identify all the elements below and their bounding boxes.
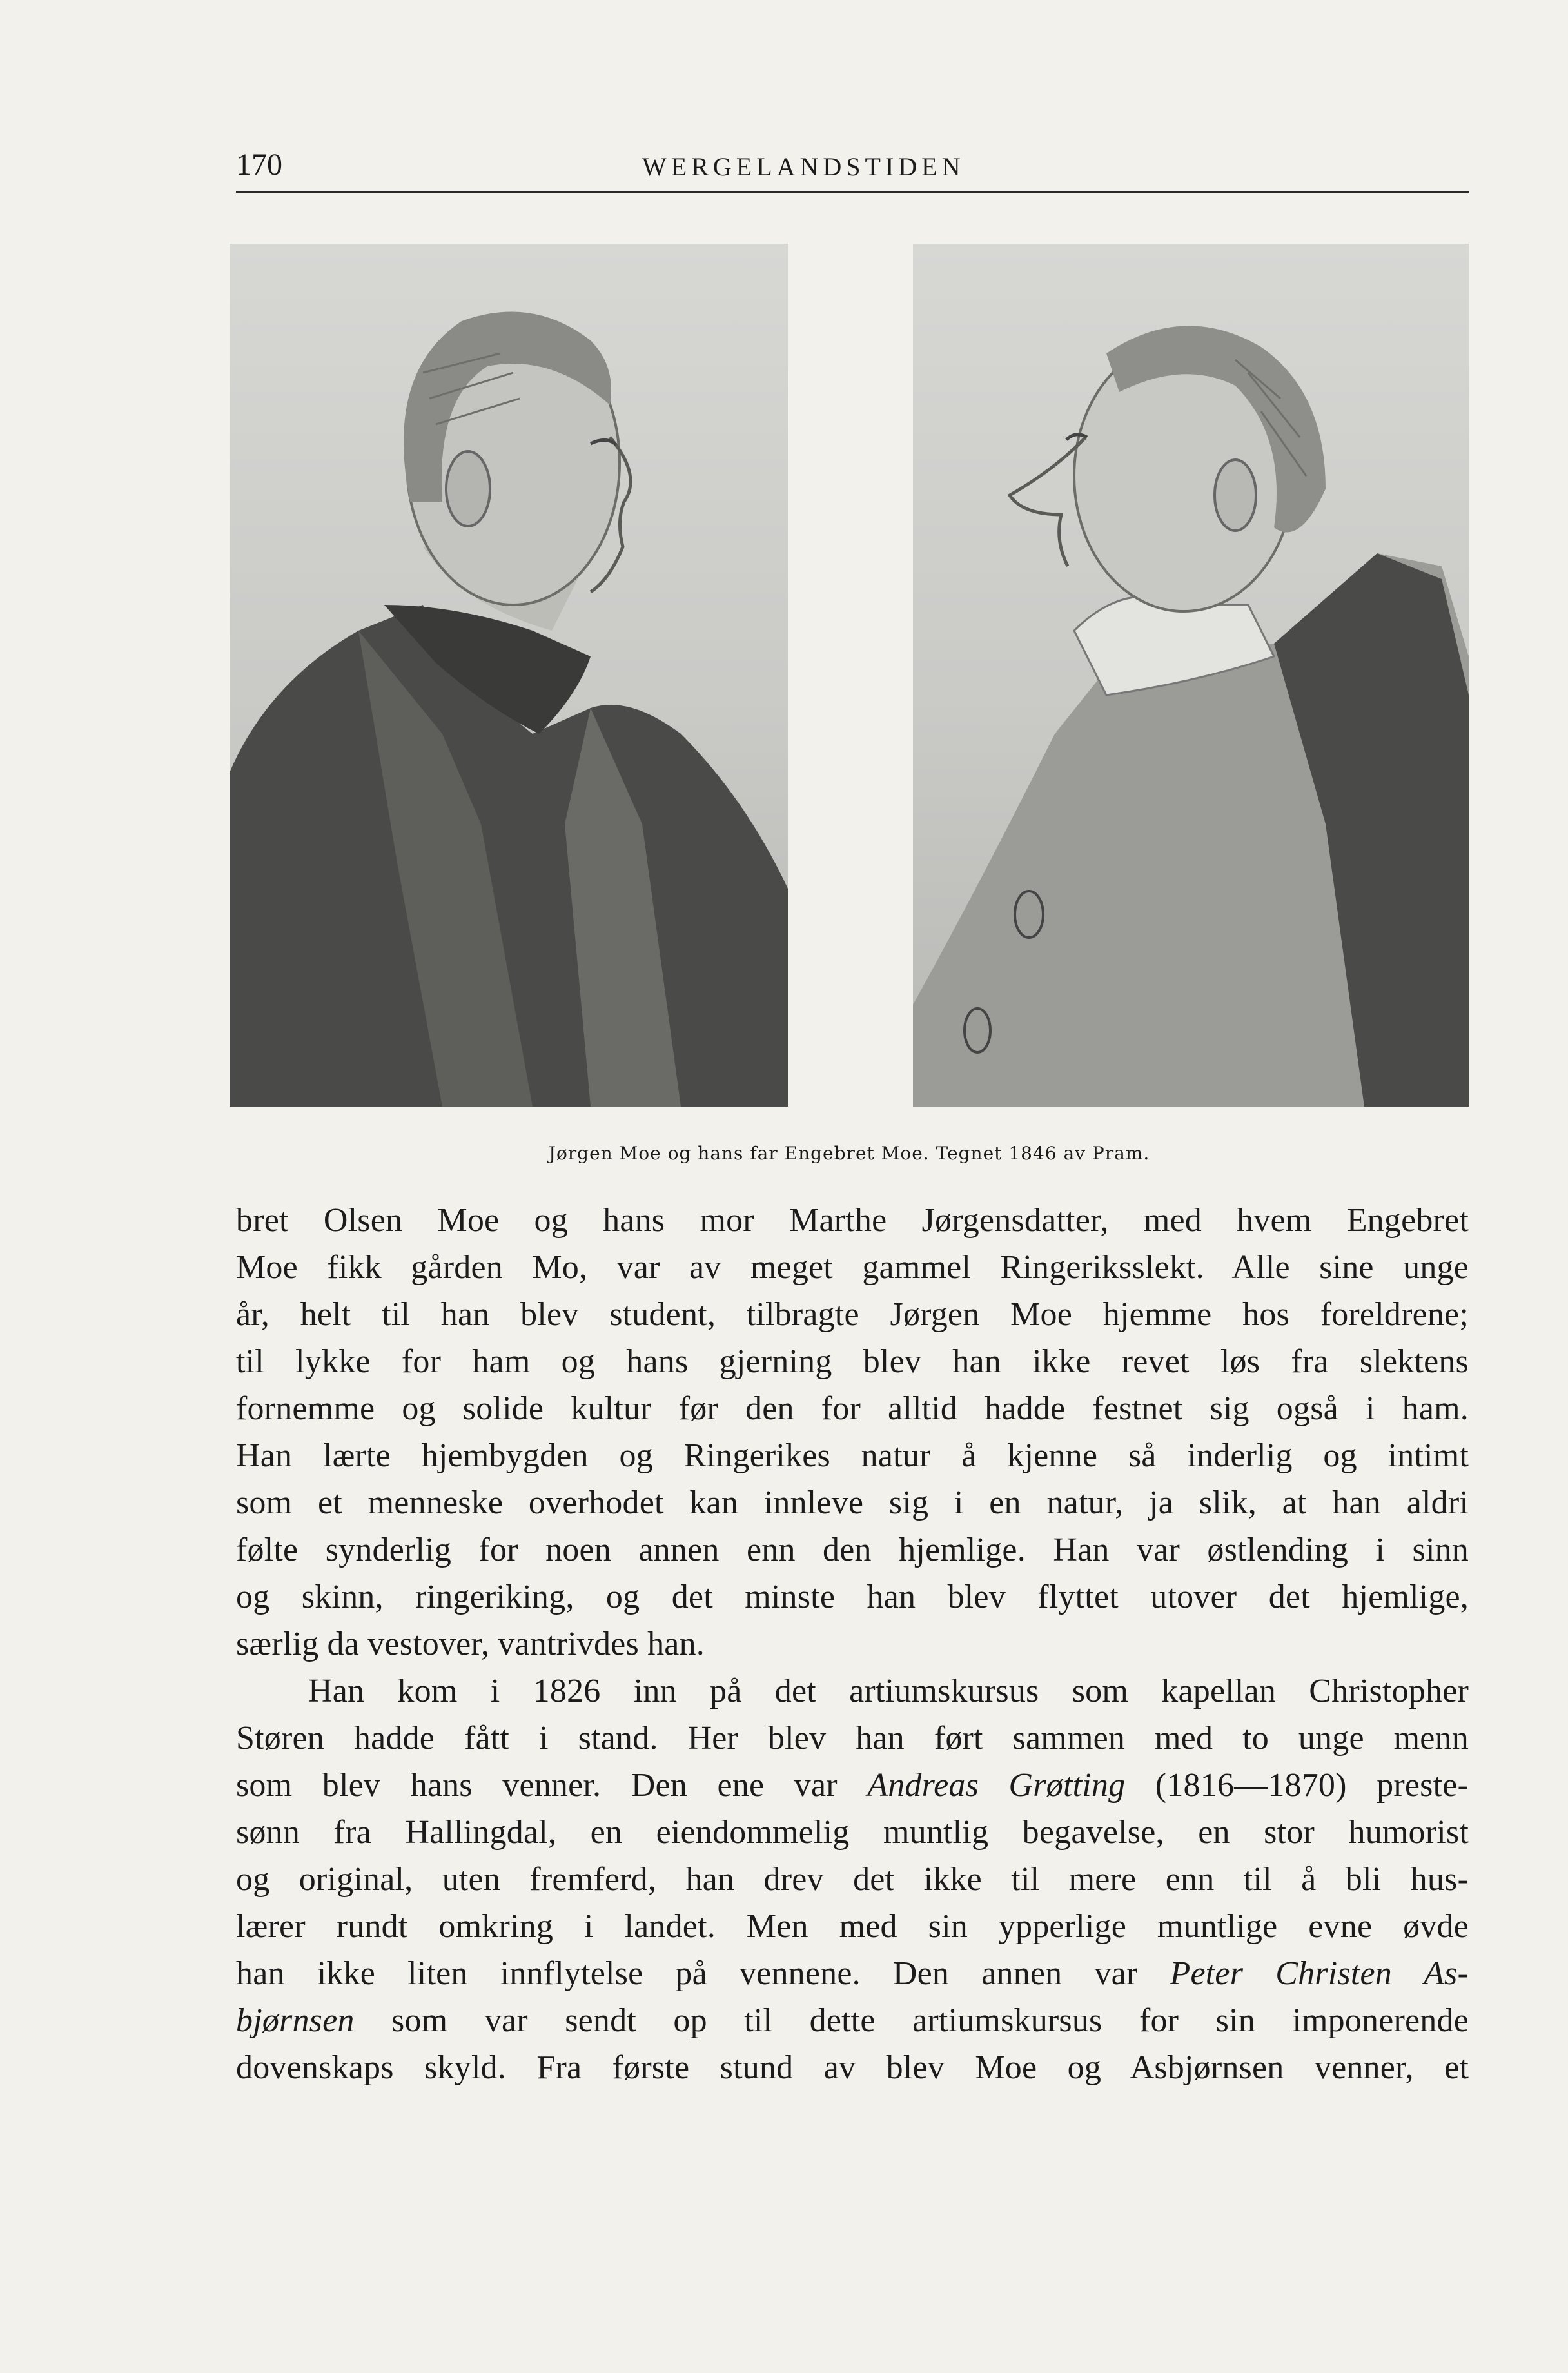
text-line: til lykke for ham og hans gjerning blev han ikke revet løs fra slektens (236, 1343, 1469, 1380)
text-run: han ikke liten innflytelse på vennene. Den annen var (236, 1955, 1170, 1992)
portrait-jorgen-moe (230, 244, 788, 1107)
page-header (236, 146, 1469, 193)
text-line: lærer rundt omkring i landet. Men med sin ypperlige muntlige evne øvde (236, 1908, 1469, 1945)
text-run: som blev hans venner. Den ene var (236, 1767, 868, 1804)
text-line (236, 1950, 1469, 1997)
running-head: WERGELANDSTIDEN (642, 152, 965, 181)
portrait-drawing-right (913, 244, 1469, 1107)
text-line: sønn fra Hallingdal, en eiendommelig muntlig begavelse, en stor humorist (236, 1814, 1469, 1851)
text-line (236, 1997, 1469, 2044)
text-line: Han kom i 1826 inn på det artiumskursus som kapellan Christopher (308, 1673, 1469, 1709)
portrait-drawing-left (230, 244, 788, 1107)
text-run: (1816—1870) preste- (1125, 1767, 1469, 1804)
text-run: som var sendt op til dette artiumskursus for sin imponerende (354, 2002, 1469, 2039)
portrait-engebret-moe (913, 244, 1469, 1107)
figure-caption: Jørgen Moe og hans far Engebret Moe. Tegnet 1846 av Pram. (548, 1143, 1150, 1164)
person-name: bjørnsen (236, 2002, 355, 2039)
text-line: og original, uten fremferd, han drev det ikke til mere enn til å bli hus- (236, 1861, 1469, 1898)
text-line: fornemme og solide kultur før den for alltid hadde festnet sig også i ham. (236, 1390, 1469, 1427)
page-number: 170 (236, 148, 282, 182)
text-line: Støren hadde fått i stand. Her blev han ført sammen med to unge menn (236, 1720, 1469, 1757)
text-line: år, helt til han blev student, tilbragte Jørgen Moe hjemme hos foreldrene; (236, 1296, 1469, 1333)
text-line: og skinn, ringeriking, og det minste han blev flyttet utover det hjemlige, (236, 1579, 1469, 1615)
text-line: Han lærte hjembygden og Ringerikes natur å kjenne så inderlig og intimt (236, 1437, 1469, 1474)
text-line (236, 1762, 1469, 1809)
body-text (236, 1197, 1469, 2091)
text-line: som et menneske overhodet kan innleve sig i en natur, ja slik, at han aldri (236, 1484, 1469, 1521)
text-line: bret Olsen Moe og hans mor Marthe Jørgensdatter, med hvem Engebret (236, 1202, 1469, 1239)
text-line: særlig da vestover, vantrivdes han. (236, 1626, 705, 1662)
text-line: følte synderlig for noen annen enn den hjemlige. Han var østlending i sinn (236, 1531, 1469, 1568)
person-name: Andreas Grøtting (867, 1767, 1126, 1804)
text-line: Moe fikk gården Mo, var av meget gammel Ringeriksslekt. Alle sine unge (236, 1249, 1469, 1286)
text-line: dovenskaps skyld. Fra første stund av blev Moe og Asbjørnsen venner, et (236, 2049, 1469, 2086)
person-name: Peter Christen As- (1170, 1955, 1469, 1992)
